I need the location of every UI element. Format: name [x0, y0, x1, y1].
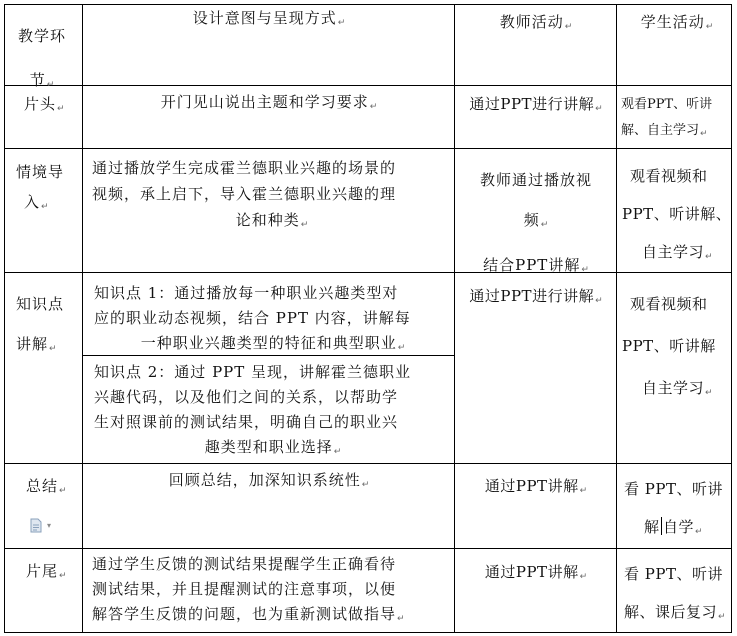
- teacher-cell: 通过PPT进行讲解↵: [469, 95, 603, 114]
- row-divider: [4, 85, 732, 86]
- design-cell-knowledge-1: 知识点 1：通过播放每一种职业兴趣类型对 应的职业动态视频，结合 PPT 内容，讲解每 一种职业兴趣类型的特征和典型职业↵: [94, 284, 411, 353]
- paragraph-mark-icon: ↵: [695, 527, 703, 537]
- paragraph-mark-icon: ↵: [333, 447, 342, 457]
- paragraph-mark-icon: ↵: [705, 388, 713, 398]
- paragraph-mark-icon: ↵: [41, 202, 49, 212]
- paragraph-mark-icon: ↵: [595, 296, 603, 306]
- paragraph-mark-icon: ↵: [49, 344, 57, 354]
- col-divider: [454, 4, 455, 633]
- student-cell: 看 PPT、听讲 解、课后复习↵: [624, 565, 726, 622]
- stage-cell: 总结↵: [26, 477, 67, 496]
- stage-cell: 知识点 讲解↵: [16, 295, 65, 354]
- paragraph-mark-icon: ↵: [579, 486, 588, 496]
- paragraph-mark-icon: ↵: [46, 80, 55, 90]
- student-cell: 观看PPT、听讲 解、自主学习↵: [621, 97, 713, 139]
- design-cell: 回顾总结，加深知识系统性↵: [168, 471, 370, 490]
- row-divider: [4, 548, 732, 549]
- design-cell-knowledge-2: 知识点 2：通过 PPT 呈现，讲解霍兰德职业 兴趣代码，以及他们之间的关系，以帮助学 生对照课前的测试结果，明确自己的职业兴 趣类型和职业选择↵: [94, 363, 412, 457]
- teacher-cell: 通过PPT进行讲解↵: [469, 287, 603, 306]
- header-student: 学生活动↵: [640, 13, 714, 32]
- paragraph-mark-icon: ↵: [705, 22, 714, 32]
- dropdown-arrow-icon[interactable]: ▾: [47, 521, 52, 530]
- paragraph-mark-icon: ↵: [369, 102, 378, 112]
- paragraph-mark-icon: ↵: [337, 18, 346, 28]
- paragraph-mark-icon: ↵: [57, 104, 65, 114]
- paragraph-mark-icon: ↵: [300, 220, 309, 230]
- table-border-bottom: [4, 632, 732, 633]
- paragraph-mark-icon: ↵: [700, 129, 708, 139]
- paragraph-mark-icon: ↵: [705, 252, 713, 262]
- student-cell: 看 PPT、听讲 解 自学↵: [624, 480, 723, 537]
- paragraph-mark-icon: ↵: [540, 220, 549, 230]
- teacher-cell: 通过PPT讲解↵: [484, 563, 588, 582]
- row-divider: [4, 148, 732, 149]
- paragraph-mark-icon: ↵: [397, 614, 405, 624]
- text-cursor: [661, 517, 663, 535]
- paragraph-mark-icon: ↵: [595, 104, 603, 114]
- table-border-top: [4, 4, 732, 5]
- col-divider: [616, 4, 617, 633]
- design-cell: 开门见山说出主题和学习要求↵: [160, 93, 378, 112]
- design-cell: 通过播放学生完成霍兰德职业兴趣的场景的 视频，承上启下，导入霍兰德职业兴趣的理 论和种类↵: [92, 159, 397, 230]
- header-design: 设计意图与呈现方式↵: [192, 9, 346, 28]
- stage-cell: 情境导 入↵: [16, 163, 65, 212]
- teacher-cell: 教师通过播放视 频↵ 结合PPT讲解↵: [479, 171, 592, 275]
- paragraph-mark-icon: ↵: [579, 572, 588, 582]
- student-cell: 观看视频和 PPT、听讲解 自主学习↵: [622, 295, 716, 398]
- design-cell: 通过学生反馈的测试结果提醒学生正确看待 测试结果，并且提醒测试的注意事项，以便 解答学生反馈的问题，也为重新测试做指导↵: [92, 555, 405, 624]
- stage-cell: 片尾↵: [26, 562, 67, 581]
- paragraph-mark-icon: ↵: [397, 343, 406, 353]
- paragraph-mark-icon: ↵: [581, 265, 589, 275]
- student-cell: 观看视频和 PPT、听讲解、 自主学习↵: [622, 167, 732, 262]
- paragraph-mark-icon: ↵: [59, 486, 67, 496]
- paragraph-mark-icon: ↵: [361, 480, 370, 490]
- stage-cell: 片头↵: [24, 95, 65, 114]
- col-divider: [82, 4, 83, 633]
- paragraph-mark-icon: ↵: [718, 612, 726, 622]
- header-teacher: 教师活动↵: [499, 13, 573, 32]
- paragraph-mark-icon: ↵: [59, 571, 67, 581]
- document-icon[interactable]: [30, 518, 42, 533]
- paragraph-mark-icon: ↵: [564, 22, 573, 32]
- header-stage: 教学环 节↵: [17, 27, 66, 90]
- table-border-left: [4, 4, 5, 633]
- teacher-cell: 通过PPT讲解↵: [484, 477, 588, 496]
